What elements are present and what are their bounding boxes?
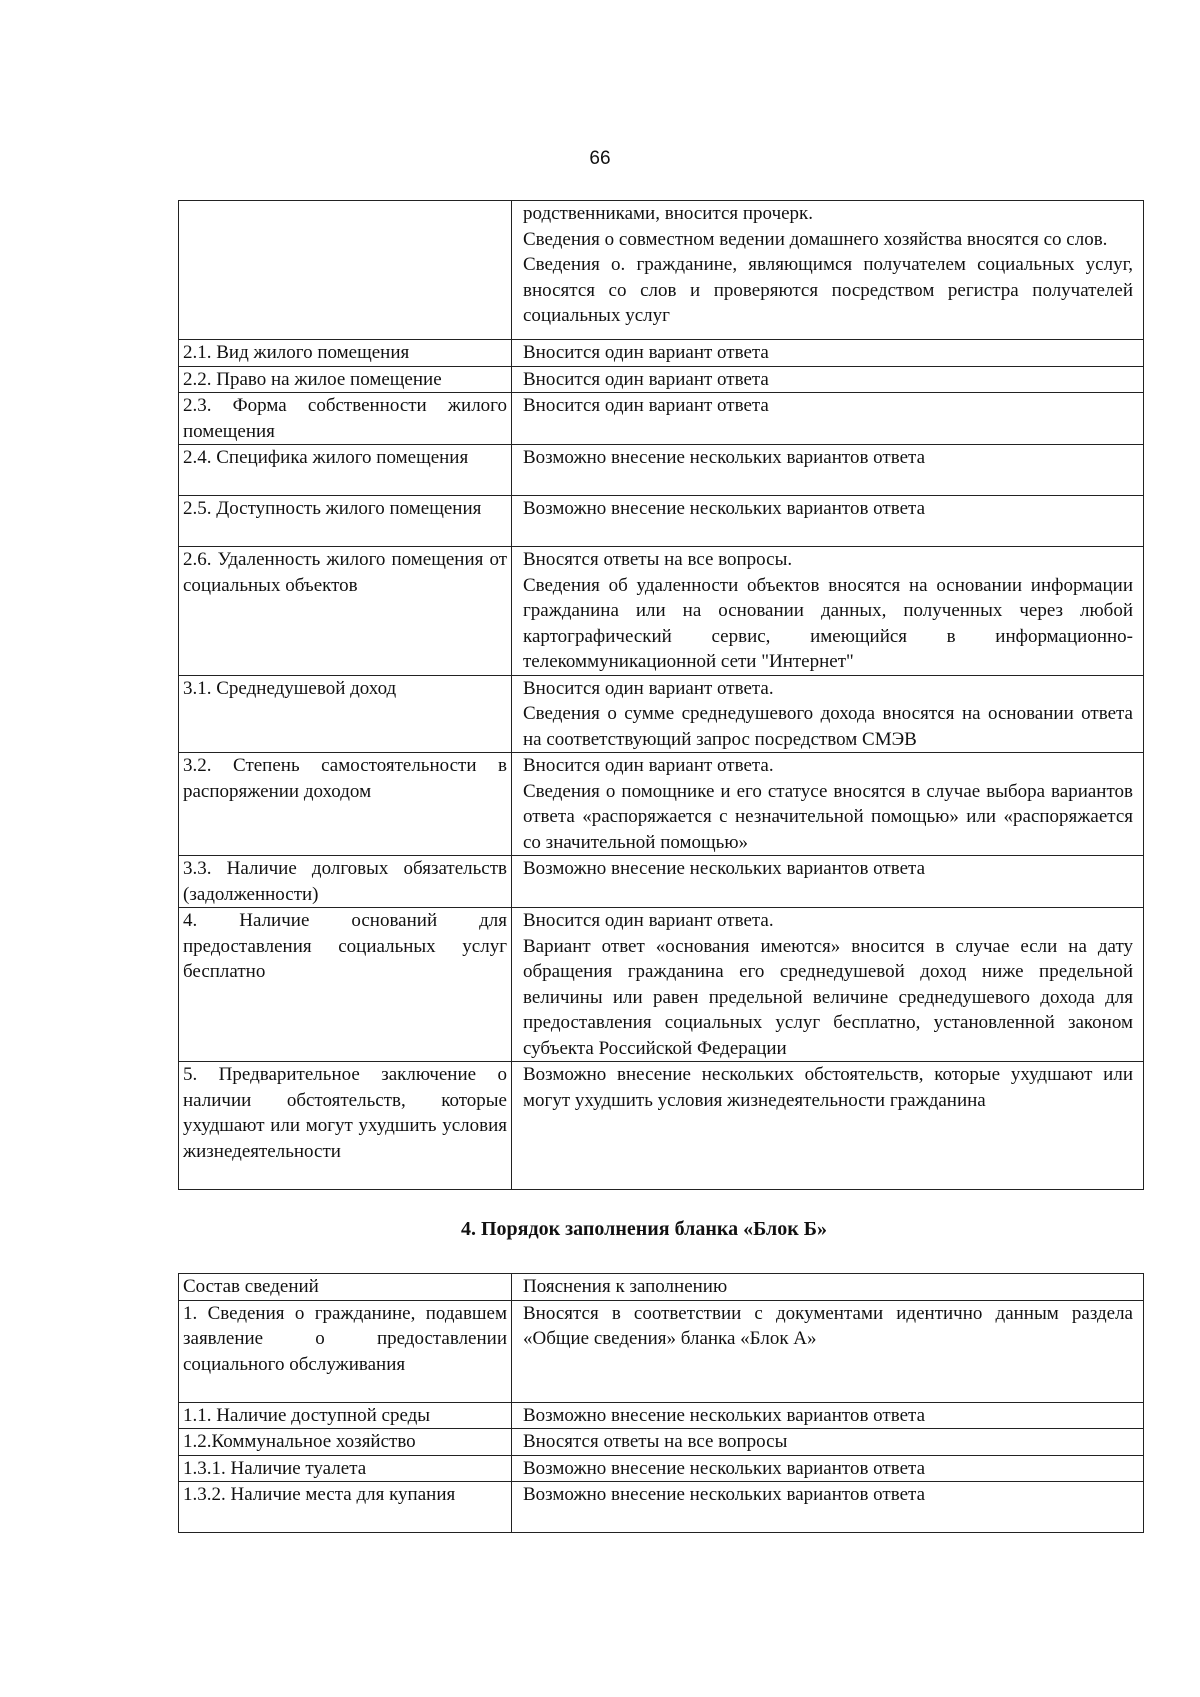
table-row — [179, 1455, 1144, 1482]
table-cell-explanation — [512, 496, 1144, 547]
table-row — [179, 856, 1144, 908]
column-header-explanations: Пояснения к заполнению — [512, 1274, 1144, 1301]
cell-paragraph: Вносится один вариант ответа. — [523, 755, 774, 776]
table-cell-field: 3.2. Степень самостоятельности в распоряжении доходом — [179, 753, 512, 856]
cell-paragraph: родственниками, вносится прочерк. — [523, 203, 814, 224]
table-cell-field: 2.6. Удаленность жилого помещения от социальных объектов — [179, 547, 512, 676]
table-cell-field: 2.5. Доступность жилого помещения — [179, 496, 512, 547]
cell-paragraph: Возможно внесение нескольких вариантов ответа — [523, 1484, 925, 1505]
table-cell-field: 1.3.2. Наличие места для купания — [179, 1482, 512, 1533]
cell-paragraph: Возможно внесение нескольких вариантов ответа — [523, 498, 925, 519]
table-cell-explanation — [512, 675, 1144, 753]
table-row — [179, 1402, 1144, 1429]
table-row — [179, 908, 1144, 1062]
cell-paragraph: Вносится один вариант ответа — [523, 368, 769, 390]
table-block-a-continued — [178, 200, 1144, 1190]
table-cell-explanation — [512, 1062, 1144, 1190]
table-block-b — [178, 1273, 1144, 1533]
table-row — [179, 1482, 1144, 1533]
table-cell-explanation — [512, 547, 1144, 676]
table-cell-field: 2.2. Право на жилое помещение — [179, 366, 512, 393]
table-cell-explanation — [512, 856, 1144, 908]
table-cell-field: 1.3.1. Наличие туалета — [179, 1455, 512, 1482]
table-cell-explanation — [512, 1429, 1144, 1456]
table-cell-explanation — [512, 393, 1144, 445]
column-header-fields: Состав сведений — [179, 1274, 512, 1301]
table-cell-explanation — [512, 1455, 1144, 1482]
cell-paragraph: Возможно внесение нескольких обстоятельств, которые ухудшают или могут ухудшить условия жизнедеятельности гражданина — [523, 1064, 1133, 1111]
table-row — [179, 496, 1144, 547]
table-cell-field: 2.4. Специфика жилого помещения — [179, 445, 512, 496]
cell-paragraph: Возможно внесение нескольких вариантов ответа — [523, 1404, 925, 1426]
table-cell-explanation — [512, 366, 1144, 393]
table-cell-explanation — [512, 1300, 1144, 1402]
cell-paragraph: Вносятся ответы на все вопросы — [523, 1431, 788, 1452]
cell-paragraph: Сведения о сумме среднедушевого дохода вносятся на основании ответа на соответствующий запрос посредством СМЭВ — [523, 703, 1133, 750]
table-cell-explanation — [512, 1482, 1144, 1533]
cell-paragraph: Вносится один вариант ответа. — [523, 910, 774, 931]
page-number: 66 — [589, 148, 611, 169]
table-cell-explanation — [512, 201, 1144, 340]
cell-paragraph: Вносится один вариант ответа — [523, 395, 769, 416]
table-row — [179, 445, 1144, 496]
table-cell-explanation — [512, 1402, 1144, 1429]
table-row — [179, 1300, 1144, 1402]
cell-paragraph: Сведения о совместном ведении домашнего хозяйства вносятся со слов. — [523, 228, 1108, 250]
section-heading: 4. Порядок заполнения бланка «Блок Б» — [460, 1218, 828, 1240]
table-row — [179, 201, 1144, 340]
cell-paragraph: Вносится один вариант ответа. — [523, 677, 774, 699]
cell-paragraph: Сведения о помощнике и его статусе вносятся в случае выбора вариантов ответа «распоряжается с незначительной помощью» или «распоряжается со значительной помощью» — [523, 780, 1133, 853]
table-cell-field — [179, 201, 512, 340]
table-cell-field: 1.1. Наличие доступной среды — [179, 1402, 512, 1429]
table-cell-field: 1. Сведения о гражданине, подавшем заявление о предоставлении социального обслуживания — [179, 1300, 512, 1402]
cell-paragraph: Сведения об удаленности объектов вносятся на основании информации гражданина или на основании данных, полученных через любой картографический сервис, имеющийся в информационно-телекоммуникационной сети "Интернет" — [523, 574, 1133, 672]
table-cell-field: 2.1. Вид жилого помещения — [179, 340, 512, 367]
table-row — [179, 1062, 1144, 1190]
cell-paragraph: Вносятся ответы на все вопросы. — [523, 549, 793, 570]
cell-paragraph: Вносится один вариант ответа — [523, 342, 769, 363]
table-row — [179, 753, 1144, 856]
cell-paragraph: Возможно внесение нескольких вариантов ответа — [523, 1457, 925, 1479]
table-header-row — [179, 1274, 1144, 1301]
table-cell-field: 5. Предварительное заключение о наличии обстоятельств, которые ухудшают или могут ухудшить условия жизнедеятельности — [179, 1062, 512, 1190]
table-cell-field: 3.1. Среднедушевой доход — [179, 675, 512, 753]
table-cell-explanation — [512, 908, 1144, 1062]
table-cell-explanation — [512, 753, 1144, 856]
cell-paragraph: Вариант ответ «основания имеются» вносится в случае если на дату обращения гражданина его среднедушевой доход ниже предельной величины или равен предельной величине среднедушевого дохода для предоставления социальных услуг бесплатно, установленной законом субъекта Российской Федерации — [523, 935, 1133, 1059]
cell-paragraph: Вносятся в соответствии с документами идентично данным раздела «Общие сведения» бланка «Блок А» — [523, 1302, 1133, 1349]
table-row — [179, 366, 1144, 393]
table-row — [179, 1429, 1144, 1456]
table-cell-explanation — [512, 445, 1144, 496]
table-cell-field: 2.3. Форма собственности жилого помещения — [179, 393, 512, 445]
cell-paragraph: Возможно внесение нескольких вариантов ответа — [523, 858, 925, 879]
table-cell-field: 3.3. Наличие долговых обязательств (задолженности) — [179, 856, 512, 908]
cell-paragraph: Возможно внесение нескольких вариантов ответа — [523, 447, 925, 468]
cell-paragraph: Сведения о. гражданине, являющимся получателем социальных услуг, вносятся со слов и проверяются посредством регистра получателей социальных услуг — [523, 254, 1133, 326]
table-row — [179, 393, 1144, 445]
table-cell-explanation — [512, 340, 1144, 367]
table-row — [179, 547, 1144, 676]
table-cell-field: 4. Наличие оснований для предоставления социальных услуг бесплатно — [179, 908, 512, 1062]
table-row — [179, 675, 1144, 753]
table-row — [179, 340, 1144, 367]
table-cell-field: 1.2.Коммунальное хозяйство — [179, 1429, 512, 1456]
